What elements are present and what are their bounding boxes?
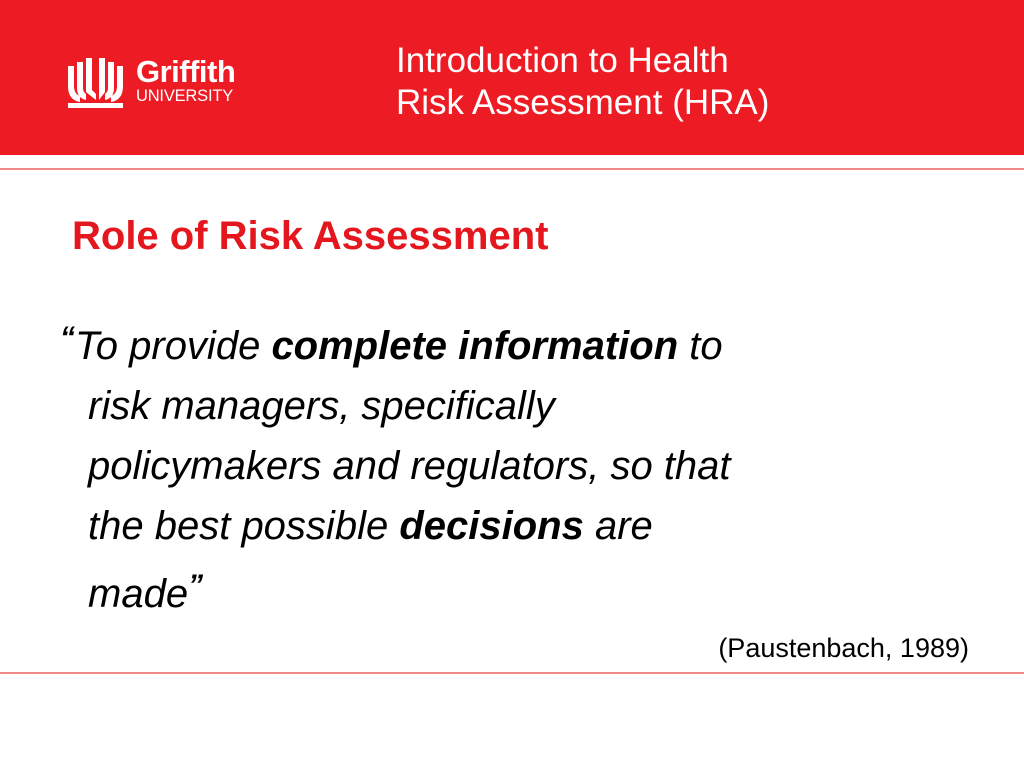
quote-line-4 (60, 496, 960, 556)
quote-line-3: policymakers and regulators, so that (88, 444, 731, 488)
slide-title-line-2: Risk Assessment (HRA) (396, 83, 770, 122)
griffith-logo (66, 56, 271, 108)
quote-line-1 (60, 308, 960, 376)
citation: (Paustenbach, 1989) (718, 633, 969, 663)
logo-wordmark: Griffith (136, 54, 236, 89)
quote-emphasis: complete information (271, 324, 679, 368)
quote-line-2: risk managers, specifically (88, 384, 555, 428)
quote-text: to (678, 324, 723, 368)
quote-text: To provide (75, 324, 272, 368)
quote-block (60, 308, 960, 624)
top-divider (0, 168, 1024, 170)
section-heading: Role of Risk Assessment (72, 214, 549, 258)
header-banner (0, 0, 1024, 155)
slide-title-line-1: Introduction to Health (396, 41, 729, 80)
quote-text: the best possible (88, 504, 400, 548)
quote-emphasis: decisions (399, 504, 584, 548)
close-quote-mark: ” (188, 569, 204, 602)
slide-title (396, 40, 769, 124)
open-quote-mark: “ (60, 321, 75, 354)
quote-line-5 (60, 556, 960, 624)
quote-text: are (583, 504, 653, 548)
bottom-divider (0, 672, 1024, 674)
logo-subtitle: UNIVERSITY (136, 87, 234, 105)
quote-text: made (88, 572, 189, 616)
griffith-crest-icon (66, 56, 130, 108)
